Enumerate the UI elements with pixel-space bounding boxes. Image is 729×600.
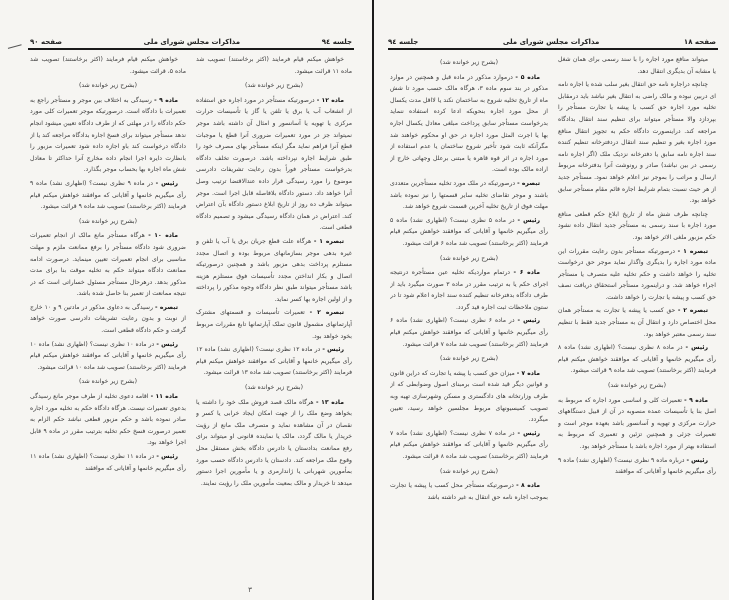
paragraph	[30, 302, 186, 337]
paragraph	[558, 79, 716, 207]
margin-mark	[8, 44, 22, 51]
article-lead: رئیس -	[517, 216, 540, 224]
paragraph	[196, 307, 352, 342]
paragraph-text: در ماده ۹ نظری نیست؟ (اظهاری نشد) ماده ۹ رأی میگیریم خانمها و آقایانی که موافقند خواهش میکنم قیام فرمایند (اکثر برخاستند) تصویب شد ماده ۹ قرائت میشود.	[30, 179, 186, 211]
paragraph-text: (بشرح زیر خوانده شد)	[440, 254, 498, 262]
paragraph	[196, 95, 352, 234]
reading-note	[390, 253, 548, 265]
article-lead: رئیس -	[156, 453, 178, 460]
paragraph-text: (بشرح زیر خوانده شد)	[440, 59, 498, 66]
article-lead: رئیس -	[685, 344, 708, 352]
reading-note	[30, 80, 186, 92]
paragraph-text: هرگاه مالک قصد فروش ملک خود را داشته یا بخواهد وضع ملک را از جهت امکان ایجاد خرابی یا کسر و نقصان در آن مشاهده نماید و متصرف ملک مانع از رؤیت خریدار یا مالک گردد، مالک یا نماینده قانونی او میتواند برای رفع ممانعت بدادستان یا دادرس دادگاه بخش مستقل محل وقوع ملک مراجعه کند. دادستان یا دادرس دادگاه حسب مورد بمأمورین شهربانی یا ژاندارمری و یا مأمورین اجرا دستور میدهد تا خریدار و مالک بمعیت مأمورین ملک را رؤیت نمایند.	[196, 398, 352, 487]
paragraph	[558, 305, 716, 340]
paragraph-text: در ماده ۷ نظری نیست؟ (اظهاری نشد) ماده ۷ رأی میگیریم خانمها و آقایانی که موافقند خواهش میکنم قیام فرمایند (اکثر برخاستند) تصویب شد ماده ۸ قرائت میشود.	[390, 429, 548, 460]
paragraph-text: در ماده ۱۰ نظری نیست؟ (اظهاری نشد) ماده ۱۰ رأی میگیریم خانمها و آقایانی که موافقند خواهش میکنم قیام فرمایند (اکثر برخاستند) تصویب شد ماده ۱۰ قرائت میشود.	[30, 340, 186, 371]
article-lead: ماده ۱۲ -	[316, 96, 344, 104]
paragraph-text: درصورتیکه مستأجر در مورد اجاره حق استفاده از انشعاب آب یا برق یا تلفن یا گاز یا تأسیسات حرارت مرکزی یا تهویه یا آسانسور و امثال آن داشته باشد موجر نمیتواند جز در مورد تعمیرات ضروری آنرا قطع یا موجبات قطع آنرا فراهم نماید مگر اینکه مستأجر بهای مصرف خود را طبق شرایط اجاره نپرداخته باشد. درصورت تخلف دادگاه بدرخواست مستأجر فوراً بدون رعایت تشریفات دادرسی موضوع را مورد رسیدگی قرار داده عندالاقتضا ترتیب وصل آنرا خواهد داد. دستور دادگاه بلافاصله قابل اجرا است. موجر میتواند ظرف ده روز از تاریخ ابلاغ دستور دادگاه بآن اعتراض کند. اعتراض در همان دادگاه رسیدگی میشود و تصمیم دادگاه قطعی است.	[196, 96, 352, 232]
paragraph-text: درصورتیکه در ملک مورد تخلیه مستأجرین متعددی باشند و موجر تقاضای تخلیه سایر قسمتها را نیز نموده باشد مهلت فوق از تاریخ تخلیه آخرین قسمت شروع خواهد شد.	[390, 179, 548, 211]
paragraph	[30, 451, 186, 474]
article-lead: ماده ۱۱ -	[150, 393, 179, 401]
reading-note	[390, 466, 548, 478]
right-page-columns	[390, 54, 716, 580]
text-column-right	[30, 54, 186, 580]
paragraph-text: اقامه دعوی تخلیه از طرف موجر مانع رسیدگی بدعوی تعمیرات نیست. هرگاه دادگاه حکم به تخلیه مورد اجاره صادر نموده باشد و حکم مزبور قطعی نباشد حکم الزام به تعمیر درصورت فسخ حکم تخلیه بترتیب مقرر در ماده ۹ قابل اجرا خواهد بود.	[30, 393, 186, 447]
paragraph-text: رسیدگی به اختلاف بین موجر و مستأجر راجع به تعمیرات با دادگاه است. درصورتیکه موجر تعمیرات کلی مورد حکم دادگاه را در مهلتی که از طرف دادگاه تعیین میشود انجام ندهد مستأجر میتواند برای فسخ اجاره بدادگاه مراجعه کند یا از دادگاه درخواست کند باو اجازه داده شود تعمیرات مزبور را بانظارت دایره اجرا انجام داده مخارج آنرا حداکثر تا معادل شش ماه اجاره بها بحساب موجر بگذارد.	[30, 96, 186, 174]
paragraph-text: (بشرح زیر خوانده شد)	[79, 217, 137, 225]
paragraph-text: درصورتیکه مستأجر بدون رعایت مقررات این ماده مورد اجاره را بدیگری واگذار نماید موجر حق درخواست تخلیه را خواهد داشت و حکم تخلیه علیه متصرف یا مستأجر اجراء خواهد شد. و دراینمورد مستأجر استحقاق دریافت نصف حق کسب و پیشه یا تجارت را خواهد داشت.	[558, 247, 716, 301]
left-page-header	[30, 32, 352, 46]
article-lead: تبصره ۲ -	[677, 307, 708, 315]
page-number: صفحه ۹۰	[30, 38, 63, 46]
paragraph-text: در ماده ۶ نظری نیست؟ (اظهاری نشد) ماده ۶ رأی میگیریم خانمها و آقایانی که موافقند خواهش میکنم قیام فرمایند (اکثر برخاستند) تصویب شد ماده ۷ قرائت میشود.	[390, 317, 548, 348]
reading-note	[196, 382, 352, 394]
paragraph-text: در ماده ۱۲ نظری نیست؟ (اظهاری نشد) ماده ۱۲ رأی میگیریم خانمها و آقایانی که موافقند خواهش میکنم قیام فرمایند (اکثر برخاستند) تصویب شد ماده ۱۳ قرائت میشود.	[196, 346, 352, 377]
header-rule	[388, 48, 718, 50]
paragraph	[390, 267, 548, 313]
reading-note	[30, 376, 186, 388]
paragraph-text: تعمیرات تأسیسات و قسمتهای مشترک آپارتمانهای مشمول قانون تملک آپارتمانها تابع مقررات مربوط بخود خواهد بود.	[196, 309, 352, 340]
session-label: جلسه ۹٤	[321, 38, 352, 46]
paragraph-text: درباره ماده ۹ نظری نیست؟ (اظهاری نشد) ماده ۹ رأی میگیریم خانمها و آقایانی که موافقند	[558, 456, 716, 476]
paragraph	[558, 455, 716, 478]
article-lead: رئیس -	[155, 179, 178, 187]
session-label: جلسه ۹٤	[388, 38, 419, 46]
text-column-left	[558, 54, 716, 580]
left-page-columns	[30, 54, 352, 580]
paragraph	[30, 339, 186, 374]
running-title: مذاکرات مجلس شورای ملی	[502, 38, 600, 46]
paragraph-text: چنانچه دراجاره نامه حق انتقال بغیر سلب شده یا اجاره نامه ای دربین نبوده و مالک راضی به انتقال بغیر نباشد باید درمقابل تخلیه مورد اجاره حق کسب یا پیشه یا تجارت مستأجر را بپردازد والا مستأجر میتواند برای تنظیم سند انتقال بدادگاه مراجعه کند. دراینصورت دادگاه حکم به تجویز انتقال منافع مورد اجاره بغیر و تنظیم سند انتقال دردفترخانه تنظیم کننده سند اجاره نامه سابق یا دفترخانه نزدیک ملک (اگر اجاره نامه رسمی در بین نباشد) صادر و رونوشت آنرا بدفترخانه مربوط ارسال و مراتب را بموجر نیز اعلام خواهد نمود. مستأجر جدید از هر حیث نسبت بتمام شرایط اجاره قائم مقام مستأجر سابق خواهد بود.	[558, 81, 716, 205]
article-lead: ماده ۱۰ -	[148, 232, 178, 240]
right-page-header	[388, 32, 716, 46]
paragraph	[558, 395, 716, 453]
paragraph-text: (بشرح زیر خوانده شد)	[245, 82, 303, 90]
article-lead: ماده ۱۳ -	[316, 398, 344, 406]
paragraph-text: هرگاه مستأجر مانع مالک از انجام تعمیرات ضروری شود دادگاه مستأجر را برفع ممانعت ملزم و مهلت مناسبی برای انجام تعمیرات تعیین مینماید. درصورت ادامه ممانعت دادگاه میتواند حکم به تخلیه موقت بنا برای مدت مذکور بدهد. درهرحال مستأجر مسئول خساراتی است که در نتیجه ممانعت از تعمیر بنا حاصل شده باشد.	[30, 232, 186, 298]
paragraph-text: (بشرح زیر خوانده شد)	[440, 467, 498, 475]
paragraph-text: میزان حق کسب یا پیشه یا تجارت که دراین قانون و قوانین دیگر قید شده است برمبنای اصول وضوابطی که از طرف وزارتخانه های دادگستری و مسکن وشهرسازی تهیه وبه تصویب کمیسیونهای مربوط مجلسین خواهد رسید، تعیین میگردد.	[390, 369, 548, 424]
text-column-left	[196, 54, 352, 580]
reading-note	[558, 380, 716, 392]
page-number: صفحه ۱۸	[683, 38, 716, 46]
paragraph-text: در ماده ۸ نظری نیست؟ (اظهاری نشد) ماده ۸ رأی میگیریم خانمها و آقایانی که موافقند خواهش میکنم قیام فرمایند (اکثر برخاستند) تصویب شد ماده ۹ قرائت میشود.	[558, 344, 716, 375]
folio-mark: ۳	[248, 586, 252, 594]
reading-note	[196, 80, 352, 92]
article-lead: ماده ۹ -	[684, 396, 708, 404]
paragraph-text: خواهش میکنم قیام فرمایند (اکثر برخاستند) تصویب شد ماده ۱۱ قرائت میشود.	[196, 56, 352, 75]
paragraph-text: (بشرح زیر خوانده شد)	[440, 355, 498, 363]
article-lead: رئیس -	[156, 340, 178, 348]
article-lead: ماده ۶ -	[513, 269, 540, 277]
paragraph	[196, 397, 352, 490]
right-page	[372, 0, 729, 600]
article-lead: تبصره ۱ -	[677, 247, 708, 255]
article-lead: تبصره ۲ -	[309, 309, 345, 317]
article-lead: رئیس -	[517, 317, 540, 325]
article-lead: تبصره ۱ -	[313, 237, 345, 245]
paragraph	[30, 95, 186, 176]
paragraph	[390, 315, 548, 350]
paragraph-text: خواهش میکنم قیام فرمایند (اکثر برخاستند) تصویب شد ماده ۵، قرائت میشود.	[30, 56, 186, 75]
paragraph-text: در ماده ۵ نظری نیست؟ (اظهاری نشد) ماده ۵ رأی میگیریم خانمها و آقایانی که موافقند خواهش میکنم قیام فرمایند (اکثر برخاستند) تصویب شد ماده ۶ قرائت میشود.	[390, 216, 548, 247]
header-rule	[28, 48, 354, 50]
paragraph	[558, 246, 716, 304]
paragraph	[390, 368, 548, 426]
paragraph	[558, 342, 716, 377]
paragraph	[196, 54, 352, 77]
reading-note	[390, 353, 548, 365]
article-lead: رئیس -	[517, 429, 540, 437]
paragraph-text: هرگاه علت قطع جریان برق یا آب یا تلفن و غیره بدهی موجر بسازمانهای مربوط بوده و اتصال مجدد مستلزم پرداخت بدهی مزبور باشد و همچنین درصورتیکه اتصال و بکار انداختن مجدد تأسیسات فوق مستلزم هزینه باشد مستأجر میتواند طبق نظر دادگاه وجوه مذکور را پرداخته و از اولین اجاره بها کسر نماید.	[196, 237, 352, 303]
paragraph	[196, 344, 352, 379]
paragraph	[30, 230, 186, 300]
paragraph-text: میتواند منافع مورد اجاره را با سند رسمی برای همان شغل یا مشابه آن بدیگری انتقال دهد.	[558, 56, 716, 75]
article-lead: ماده ۵ -	[515, 73, 540, 81]
article-lead: رئیس -	[686, 456, 708, 464]
paragraph-text: تعمیرات کلی و اساسی مورد اجاره که مربوط به اصل بنا یا تأسیسات عمده منصوبه در آن از قبیل دستگاههای حرارت مرکزی و تهویه و آسانسور باشد بعهده موجر است و تعمیرات جزئی و همچنین تزئین و تعمیری که مربوط به استفاده بهتر از مورد اجاره باشد با مستأجر خواهد بود.	[558, 396, 716, 450]
article-lead: تبصره -	[517, 179, 540, 187]
paragraph-text: (بشرح زیر خوانده شد)	[608, 382, 666, 390]
paragraph	[390, 215, 548, 250]
paragraph-text: درموارد مذکور در ماده قبل و همچنین در موارد مذکور در بند سوم ماده ۳، هرگاه مالک حسب مورد تا شش ماه از تاریخ تخلیه شروع به ساختمان نکند یا لااقل مدت یکسال از محل مورد اجاره بنحویکه ادعا کرده استفاده ننماید بدرخواست مستأجر سابق پرداخت مبلغی معادل یکسال اجاره بها یا اجرت المثل مورد اجاره در حق او محکوم خواهند شد مگرآنکه ثابت شود تأخیر شروع ساختمان یا عدم استفاده از مورد اجاره در اثر قوه قاهره یا مبتنی برعلل وجهاتی خارج از اراده مالک بوده است.	[390, 73, 548, 174]
article-lead: تبصره -	[155, 303, 178, 311]
paragraph	[558, 54, 716, 77]
paragraph-text: رسیدگی به دعاوی مذکور در مادتین ۹ و ۱۰ خارج از نوبت و بدون رعایت تشریفات دادرسی صورت خواهد گرفت و حکم دادگاه قطعی است.	[30, 303, 186, 335]
paragraph-text: (بشرح زیر خوانده شد)	[79, 378, 137, 386]
paragraph	[196, 236, 352, 306]
paragraph	[390, 72, 548, 176]
article-lead: رئیس -	[322, 346, 344, 354]
article-lead: ماده ۷ -	[516, 369, 540, 377]
paragraph-text: (بشرح زیر خوانده شد)	[245, 384, 303, 392]
article-lead: ماده ۸ -	[516, 482, 540, 490]
paragraph-text: حق کسب یا پیشه یا تجارت به مستأجر همان محل اختصاص دارد و انتقال آن به مستأجر جدید فقط با تنظیم سند رسمی معتبر خواهد بود.	[558, 307, 716, 338]
paragraph-text: چنانچه ظرف شش ماه از تاریخ ابلاغ حکم قطعی منافع مورد اجاره با سند رسمی به مستأجر جدید انتقال داده نشود حکم مزبور ملغی الاثر خواهد بود.	[558, 210, 716, 241]
reading-note	[390, 57, 548, 69]
paragraph	[390, 178, 548, 213]
paragraph-text: درتمام مواردیکه تخلیه عین مستأجره درنتیجه اجرای حکم یا به ترتیب مقرر در ماده ۳ صورت میگیرد باید از طرف دادگاه بدفترخانه تنظیم کننده سند اجاره اعلام شود تا در ستون ملاحظات ثبت اجاره قید گردد.	[390, 269, 548, 311]
paragraph-text: (بشرح زیر خوانده شد)	[79, 82, 137, 90]
paragraph	[390, 428, 548, 463]
paragraph-text: در ماده ۱۱ نظری نیست؟ (اظهاری نشد) ماده ۱۱ رأی میگیریم خانمها و آقایانی که موافقند	[30, 453, 186, 472]
running-title: مذاکرات مجلس شورای ملی	[143, 38, 241, 46]
paragraph	[30, 54, 186, 77]
article-lead: ماده ۹ -	[154, 96, 178, 104]
paragraph	[30, 178, 186, 213]
paragraph	[30, 391, 186, 449]
reading-note	[30, 216, 186, 228]
text-column-right	[390, 54, 548, 580]
paragraph-text: درصورتیکه مستأجر محل کسب یا پیشه یا تجارت بموجب اجاره نامه حق انتقال به غیر داشته باشد	[390, 482, 548, 501]
paragraph	[390, 480, 548, 503]
paragraph	[558, 209, 716, 244]
